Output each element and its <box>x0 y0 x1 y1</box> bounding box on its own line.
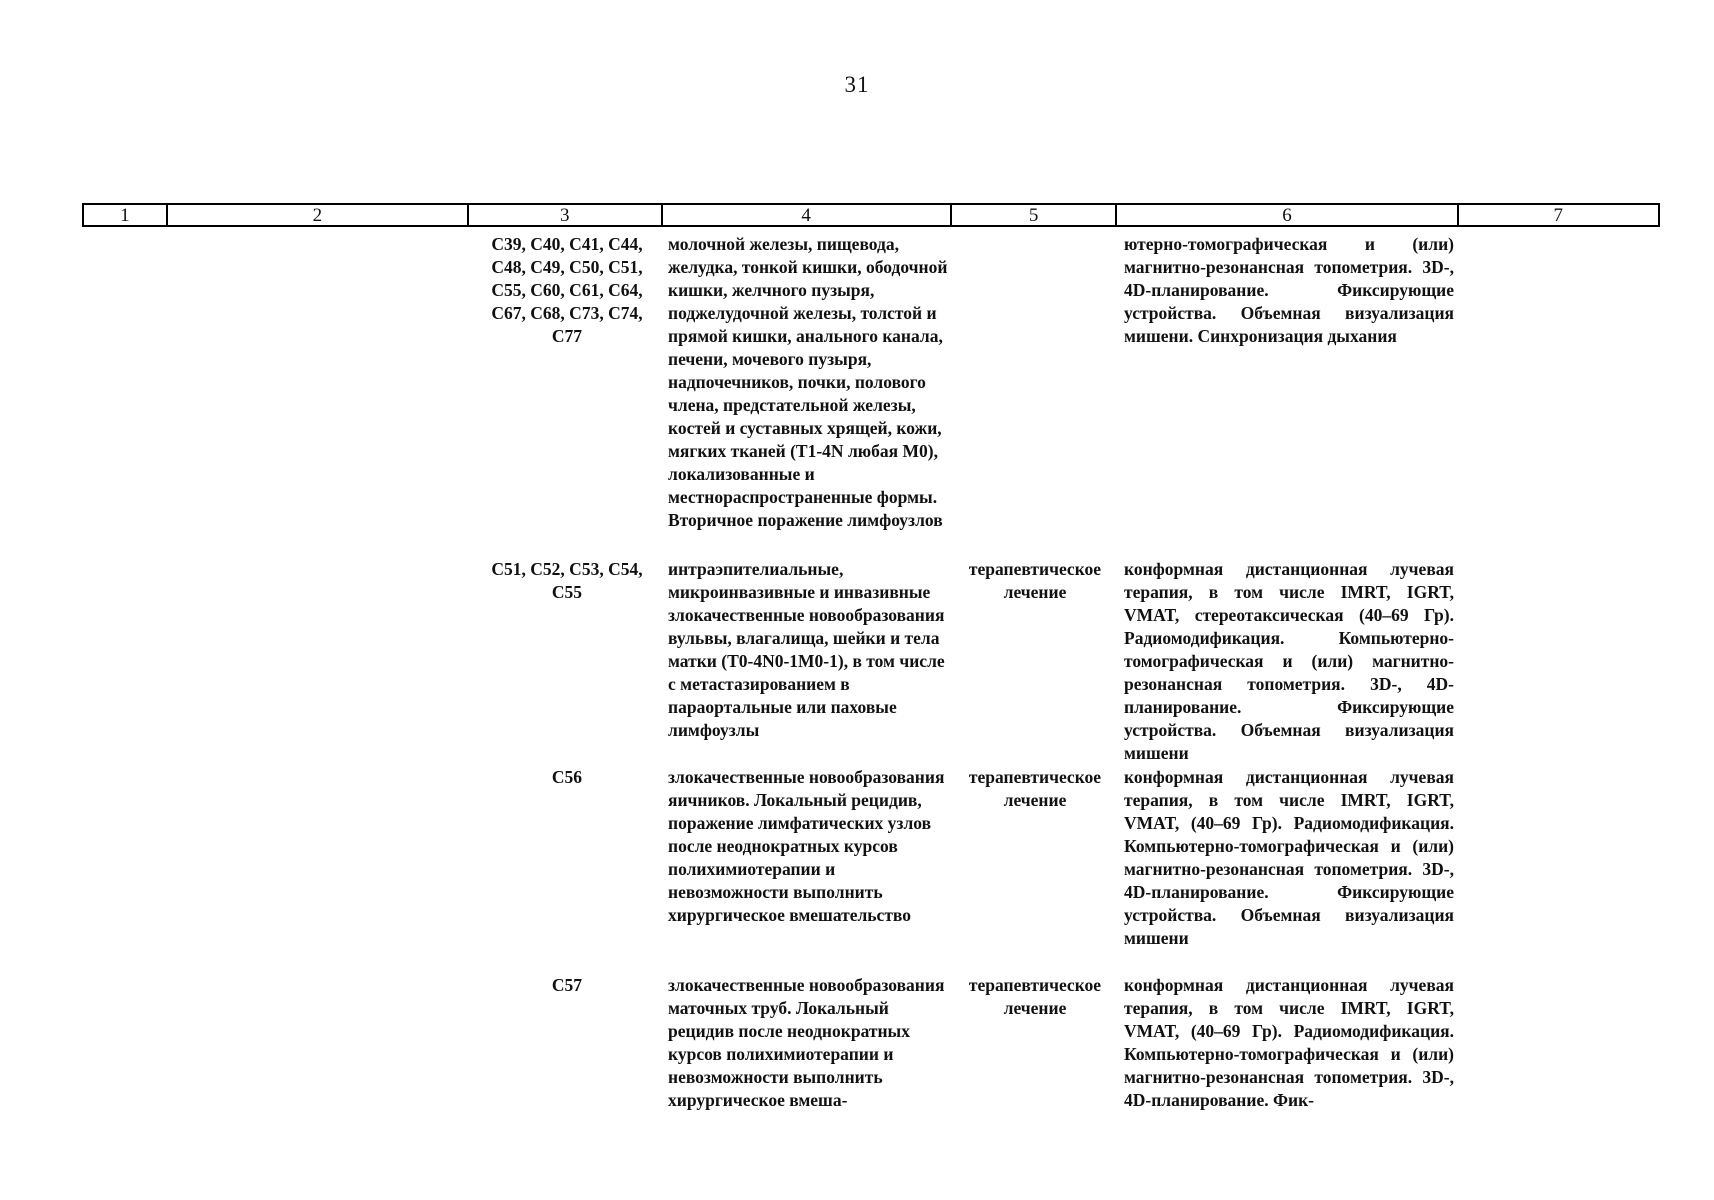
cell-empty <box>82 558 166 766</box>
treatment-type: терапевтическое лечение <box>968 975 1102 1018</box>
table-row <box>82 974 1660 1124</box>
cell-empty <box>82 766 166 974</box>
table-row <box>82 766 1660 974</box>
table-body <box>82 233 1660 1124</box>
page-number: 31 <box>844 72 870 97</box>
icd-codes: C51, C52, C53, C54, C55 <box>491 559 643 602</box>
header-col-4: 4 <box>663 205 952 225</box>
treatment-type <box>952 233 1118 558</box>
header-col-3: 3 <box>469 205 663 225</box>
cell-empty <box>166 974 468 1124</box>
icd-codes: C39, C40, C41, C44, C48, C49, C50, C51, C55, C60, C61, C64, C67, C68, C73, C74, C77 <box>491 234 643 346</box>
cell-empty <box>166 766 468 974</box>
cell-empty <box>1460 558 1660 766</box>
diagnosis-description: интраэпителиальные, микроинвазивные и инвазивные злокачественные новообразования вульвы, влагалища, шейки и тела матки (T0-4N0-1M0-1), в том числе с метастазированием в параортальные или паховые лимфоузлы <box>668 559 945 740</box>
cell-empty <box>82 233 166 558</box>
cell-empty <box>1460 974 1660 1124</box>
icd-codes: C56 <box>551 767 583 787</box>
diagnosis-description: злокачественные новообразования маточных труб. Локальный рецидив после неоднократных курсов полихимиотерапии и невозможности выполнить хирургическое вмеша- <box>668 975 945 1110</box>
cell-empty <box>1460 233 1660 558</box>
cell-empty <box>1460 766 1660 974</box>
diagnosis-description: злокачественные новообразования яичников. Локальный рецидив, поражение лимфатических узлов после неоднократных курсов полихимиотерапии и невозможности выполнить хирургическое вмешательство <box>668 767 945 925</box>
diagnosis-description: молочной железы, пищевода, желудка, тонкой кишки, ободочной кишки, желчного пузыря, поджелудочной железы, толстой и прямой кишки, анального канала, печени, мочевого пузыря, надпочечников, почки, полового члена, предстательной железы, костей и суставных хрящей, кожи, мягких тканей (T1-4N любая M0), локализованные и местнораспространенные формы. Вторичное поражение лимфоузлов <box>668 234 948 530</box>
cell-empty <box>166 558 468 766</box>
treatment-method: конформная дистанционная лучевая терапия, в том числе IMRT, IGRT, VMAT, (40–69 Гр). Радиомодификация. Компьютерно-томографическая и (или) магнитно-резонансная топометрия. 3D-, 4D-планирование. Фик- <box>1124 975 1454 1110</box>
treatment-method: конформная дистанционная лучевая терапия, в том числе IMRT, IGRT, VMAT, (40–69 Гр). Радиомодификация. Компьютерно-томографическая и (или) магнитно-резонансная топометрия. 3D-, 4D-планирование. Фиксирующие устройства. Объемная визуализация мишени <box>1124 767 1454 948</box>
table-row <box>82 233 1660 558</box>
table-row <box>82 558 1660 766</box>
header-col-2: 2 <box>168 205 469 225</box>
treatment-method: конформная дистанционная лучевая терапия, в том числе IMRT, IGRT, VMAT, стереотаксическая (40–69 Гр). Радиомодификация. Компьютерно-томографическая и (или) магнитно-резонансная топометрия. 3D-, 4D-планирование. Фиксирующие устройства. Объемная визуализация мишени <box>1124 559 1454 763</box>
header-col-6: 6 <box>1117 205 1458 225</box>
icd-codes: C57 <box>551 975 583 995</box>
treatment-type: терапевтическое лечение <box>968 559 1102 602</box>
treatment-type: терапевтическое лечение <box>968 767 1102 810</box>
table-header-row <box>82 203 1660 227</box>
cell-empty <box>166 233 468 558</box>
header-col-7: 7 <box>1553 205 1563 226</box>
header-col-5: 5 <box>952 205 1118 225</box>
treatment-method: ютерно-томографическая и (или) магнитно-резонансная топометрия. 3D-, 4D-планирование. Фиксирующие устройства. Объемная визуализация мишени. Синхронизация дыхания <box>1124 234 1454 346</box>
cell-empty <box>82 974 166 1124</box>
header-col-1: 1 <box>84 205 168 225</box>
